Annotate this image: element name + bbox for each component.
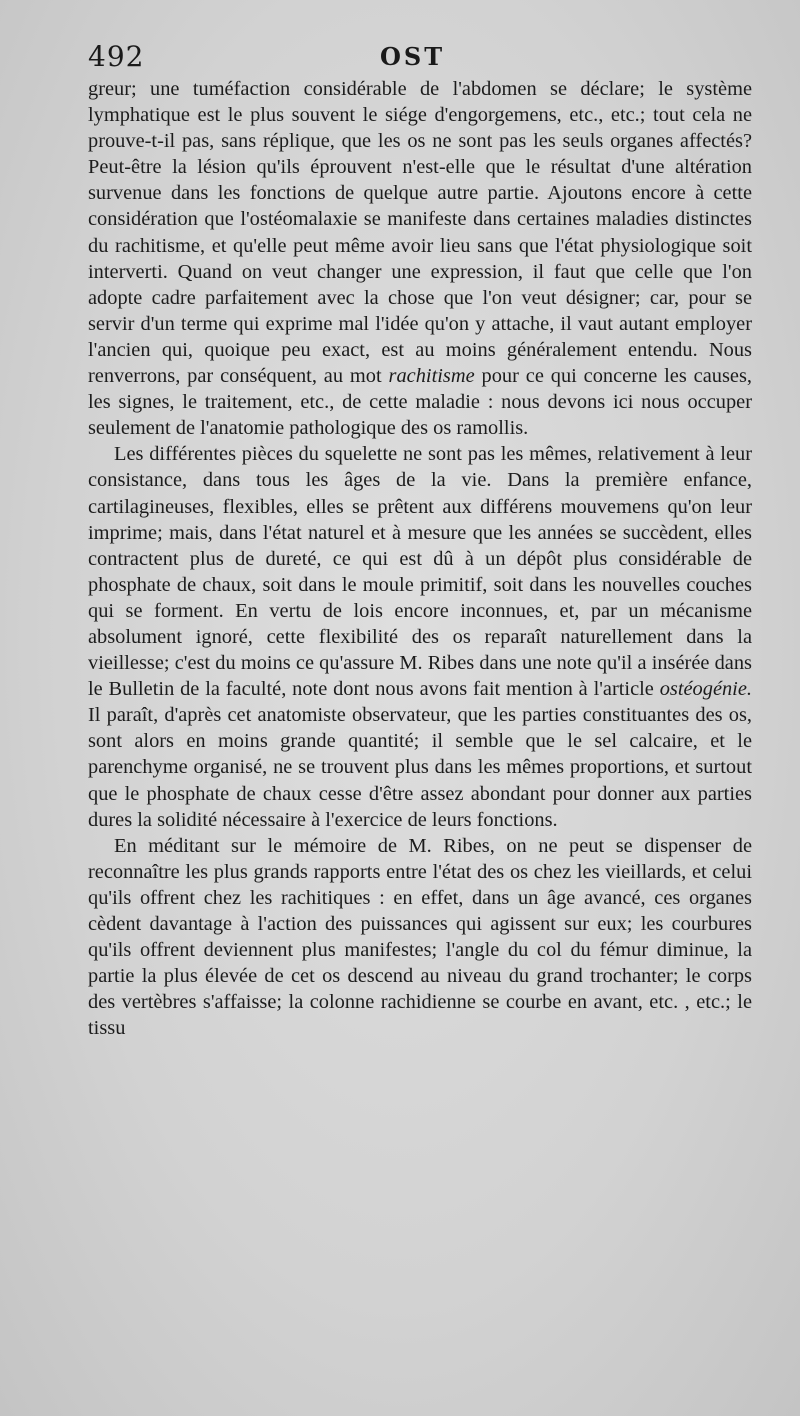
- body-text: [88, 76, 752, 1041]
- paragraph-2-text-a: Les différentes pièces du squelette ne sont pas les mêmes, relativement à leur consistance, dans tous les âges de la vie. Dans la première enfance, cartilagineuses, flexibles, elles se prêtent aux différens mouvemens qu'on leur imprime; mais, dans l'état naturel et à mesure que les années se succèdent, elles contractent plus de dureté, ce qui est dû à un dépôt plus considérable de phosphate de chaux, soit dans le moule primitif, soit dans les nouvelles couches qui se forment. En vertu de lois encore inconnues, et, par un mécanisme absolument ignoré, cette flexibilité des os reparaît naturellement dans la vieillesse; c'est du moins ce qu'assure M. Ribes dans une note qu'il a insérée dans le Bulletin de la faculté, note dont nous avons fait mention à l'article: [88, 443, 752, 701]
- page-number: 492: [88, 40, 145, 73]
- paragraph-2: [88, 441, 752, 832]
- italic-term-rachitisme: rachitisme: [388, 365, 475, 388]
- paragraph-1: [88, 76, 752, 441]
- paragraph-1-text-b: pour ce qui concerne les causes, les signes, le traitement, etc., de cette maladie : nous devons ici nous occuper seulement de l'anatomie pathologique des os ramollis.: [88, 365, 752, 440]
- paragraph-3: [88, 833, 752, 1042]
- paragraph-2-text-b: Il paraît, d'après cet anatomiste observateur, que les parties constituantes des os, sont alors en moins grande quantité; il semble que le sel calcaire, et le parenchyme organisé, ne se trouvent plus dans les mêmes proportions, et surtout que le phosphate de chaux cesse d'être assez abondant pour donner aux parties dures la solidité nécessaire à l'exercice de leurs fonctions.: [88, 704, 752, 831]
- paragraph-1-text-a: greur; une tuméfaction considérable de l'abdomen se déclare; le système lymphatique est le plus souvent le siége d'engorgemens, etc., etc.; tout cela ne prouve-t-il pas, sans réplique, que les os ne sont pas les seuls organes affectés? Peut-être la lésion qu'ils éprouvent n'est-elle que le résultat d'une altération survenue dans les fonctions de quelque autre partie. Ajoutons encore à cette considération que l'ostéomalaxie se manifeste dans certaines maladies distinctes du rachitisme, et qu'elle peut même avoir lieu sans que l'état physiologique soit interverti. Quand on veut changer une expression, il faut que celle que l'on adopte cadre parfaitement avec la chose que l'on veut désigner; car, pour se servir d'un terme qui exprime mal l'idée qu'on y attache, il vaut autant employer l'ancien qui, quoique peu exact, est au moins généralement entendu. Nous renverrons, par conséquent, au mot: [88, 78, 752, 388]
- paragraph-3-text: En méditant sur le mémoire de M. Ribes, on ne peut se dispenser de reconnaître les plus grands rapports entre l'état des os chez les vieillards, et celui qu'ils offrent chez les rachitiques : en effet, dans un âge avancé, ces organes cèdent davantage à l'action des puissances qui agissent sur eux; les courbures qu'ils offrent deviennent plus manifestes; l'angle du col du fémur diminue, la partie la plus élevée de cet os descend au niveau du grand trochanter; le corps des vertèbres s'affaisse; la colonne rachidienne se courbe en avant, etc. , etc.; le tissu: [88, 834, 752, 1040]
- running-head: OST: [380, 42, 446, 71]
- italic-term-osteogenie: ostéogénie.: [659, 678, 752, 701]
- page-header: [88, 38, 748, 78]
